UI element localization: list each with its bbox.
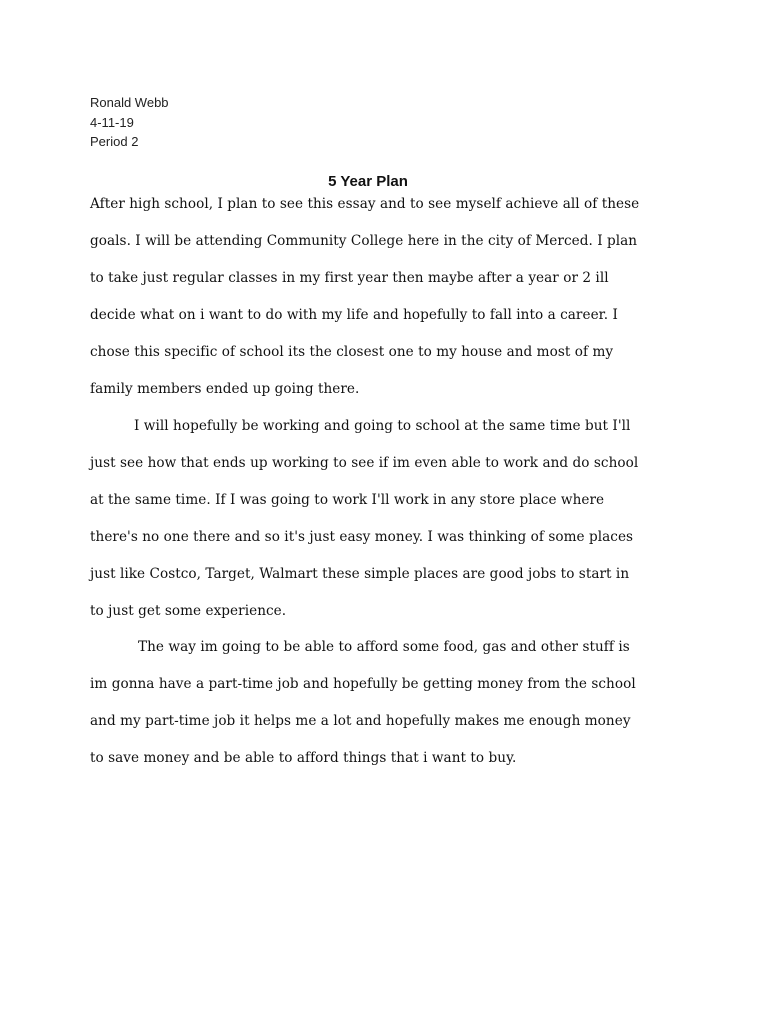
paragraph-line: The way im going to be able to afford some food, gas and other stuff is xyxy=(138,639,630,655)
paragraph-line: I will hopefully be working and going to school at the same time but I'll xyxy=(134,418,631,434)
paragraph-line: at the same time. If I was going to work I'll work in any store place where xyxy=(90,492,605,508)
paragraph-line: decide what on i want to do with my life and hopefully to fall into a career. I xyxy=(90,307,618,323)
author-name: Ronald Webb xyxy=(90,95,169,110)
paragraph-line: to take just regular classes in my first year then maybe after a year or 2 ill xyxy=(90,270,609,286)
document-title: 5 Year Plan xyxy=(328,173,408,190)
paragraph-line: goals. I will be attending Community College here in the city of Merced. I plan xyxy=(90,233,638,249)
paragraph-line: chose this specific of school its the closest one to my house and most of my xyxy=(90,344,614,360)
paragraph-line: just like Costco, Target, Walmart these simple places are good jobs to start in xyxy=(90,566,630,582)
paragraph-line: and my part-time job it helps me a lot and hopefully makes me enough money xyxy=(90,713,631,729)
paragraph-line: After high school, I plan to see this essay and to see myself achieve all of these xyxy=(90,196,640,212)
paragraph-line: to save money and be able to afford things that i want to buy. xyxy=(90,750,517,766)
paragraph-line: there's no one there and so it's just easy money. I was thinking of some places xyxy=(90,529,634,545)
paragraph-line: to just get some experience. xyxy=(90,603,287,619)
paragraph-line: family members ended up going there. xyxy=(90,381,360,397)
paragraph-line: im gonna have a part-time job and hopefully be getting money from the school xyxy=(90,676,636,692)
paragraph-line: just see how that ends up working to see if im even able to work and do school xyxy=(90,455,639,471)
class-period: Period 2 xyxy=(90,134,139,149)
header-block xyxy=(90,93,169,152)
document-date: 4-11-19 xyxy=(90,114,134,130)
